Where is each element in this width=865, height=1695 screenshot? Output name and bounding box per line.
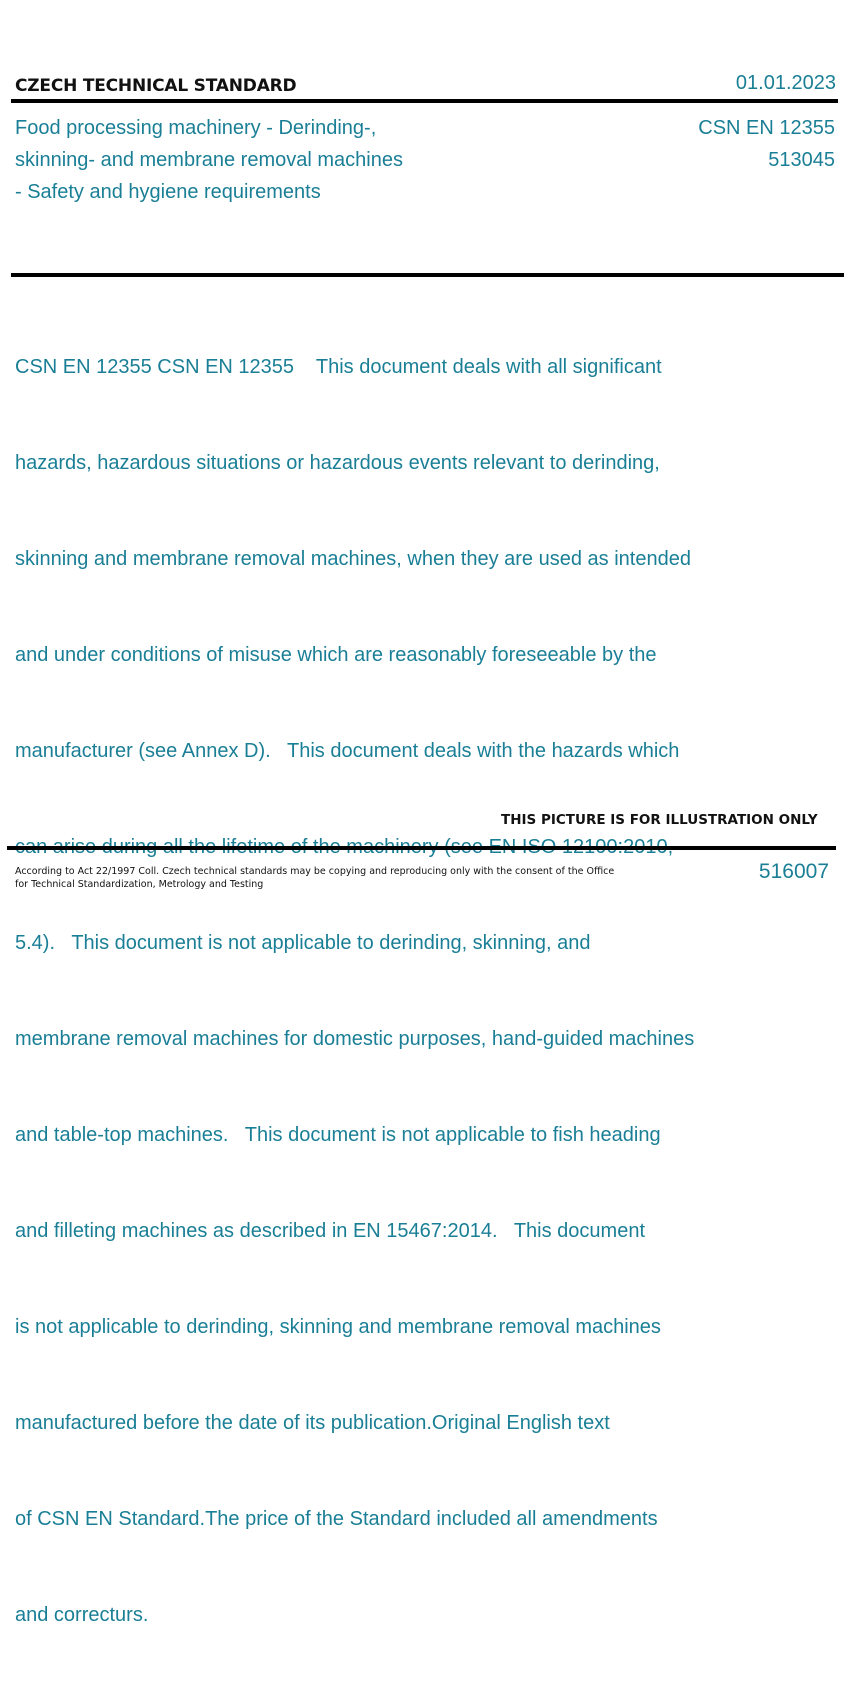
abstract-line: of CSN EN Standard.The price of the Standard included all amendments xyxy=(15,1508,658,1530)
document-number: 516007 xyxy=(758,860,829,883)
legal-line-1: According to Act 22/1997 Coll. Czech technical standards may be copying and reproducing only with the consent of the Office xyxy=(15,866,615,877)
abstract-line: manufacturer (see Annex D). This document deals with the hazards which xyxy=(15,740,680,762)
header-label: CZECH TECHNICAL STANDARD xyxy=(15,76,297,96)
illustration-note: THIS PICTURE IS FOR ILLUSTRATION ONLY xyxy=(501,812,818,828)
abstract-text xyxy=(15,287,755,1695)
header-rule xyxy=(11,99,838,103)
abstract-line: and correcturs. xyxy=(15,1604,149,1626)
abstract-line: and table-top machines. This document is not applicable to fish heading xyxy=(15,1124,661,1146)
abstract-line: CSN EN 12355 CSN EN 12355 This document deals with all significant xyxy=(15,356,662,378)
title-line-3: - Safety and hygiene requirements xyxy=(15,181,321,203)
title-line-2: skinning- and membrane removal machines xyxy=(15,149,403,171)
abstract-line: and under conditions of misuse which are reasonably foreseeable by the xyxy=(15,644,657,666)
title-rule xyxy=(11,273,844,277)
abstract-line: skinning and membrane removal machines, when they are used as intended xyxy=(15,548,691,570)
abstract-line: is not applicable to derinding, skinning and membrane removal machines xyxy=(15,1316,661,1338)
abstract-line: 5.4). This document is not applicable to derinding, skinning, and xyxy=(15,932,591,954)
publication-date: 01.01.2023 xyxy=(735,72,836,94)
abstract-line: hazards, hazardous situations or hazardous events relevant to derinding, xyxy=(15,452,660,474)
standard-code: CSN EN 12355 xyxy=(698,117,835,139)
legal-notice xyxy=(15,865,614,891)
legal-line-2: for Technical Standardization, Metrology and Testing xyxy=(15,879,264,890)
title-line-1: Food processing machinery - Derinding-, xyxy=(15,117,377,139)
abstract-line: manufactured before the date of its publication.Original English text xyxy=(15,1412,610,1434)
abstract-line: membrane removal machines for domestic purposes, hand-guided machines xyxy=(15,1028,695,1050)
classification-number: 513045 xyxy=(768,149,835,171)
footer-rule xyxy=(7,846,836,850)
abstract-line: and filleting machines as described in EN 15467:2014. This document xyxy=(15,1220,646,1242)
